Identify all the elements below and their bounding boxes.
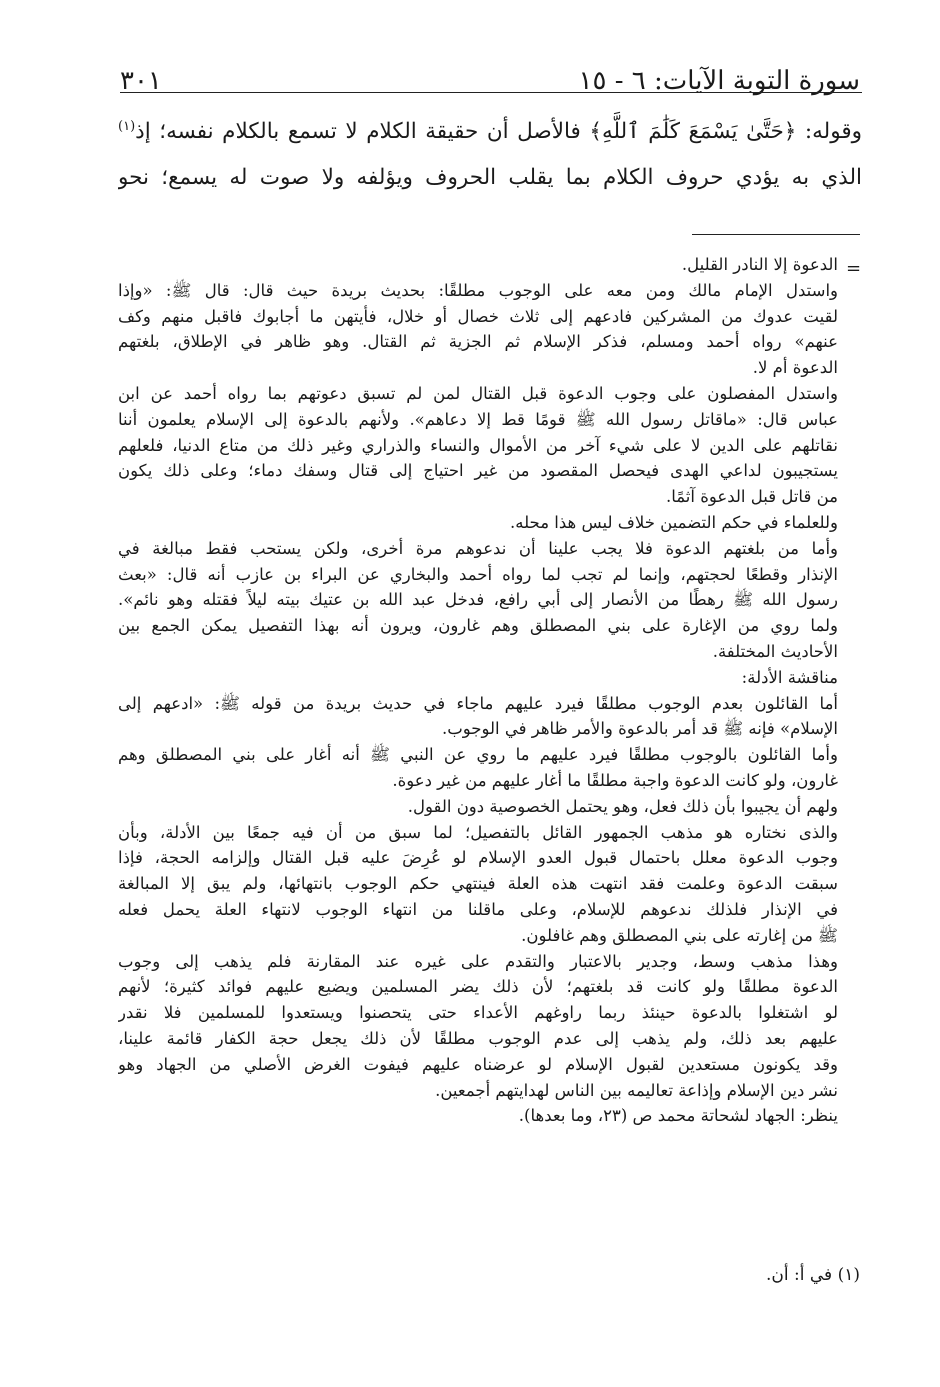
footnote-line: وهذا مذهب وسط، وجدير بالاعتبار والتقدم على غيره عند المقارنة فلم يذهب إلى وجوب [118, 951, 838, 971]
footnote-line: وأما من بلغتهم الدعوة فلا يجب علينا أن ندعوهم مرة أخرى، ولكن يستحب فقط مبالغة في [118, 538, 838, 558]
footnote-line: أما القائلون بعدم الوجوب مطلقًا فيرد عليهم ماجاء في حديث بريدة من قوله ﷺ: «ادعهم إلى [118, 693, 838, 713]
footnote-block [118, 252, 838, 1129]
footnote-line: الأحاديث المختلفة. [712, 641, 838, 661]
page-header [120, 48, 860, 94]
endnote: (١) في أ: أن. [766, 1265, 860, 1285]
footnote-separator [692, 234, 860, 235]
footnote-line: واستدل الإمام مالك ومن معه على الوجوب مطلقًا: بحديث بريدة حيث قال: قال ﷺ: «وإذا [118, 280, 838, 300]
running-title: سورة التوبة الآيات: ٦ - ١٥ [578, 66, 860, 96]
footnote-line: يستجيبون لداعي الهدى فيحصل المقصود من غير احتياج إلى قتال وسفك دماء؛ وعلى ذلك يكون [118, 461, 838, 481]
footnote-line: وجوب الدعوة معلل باحتمال قبول العدو الإسلام لو عُرِضَ عليه قبل القتال وإلزامه الحجة، فإذا [118, 848, 838, 868]
footnote-line: رسول الله ﷺ رهطًا من الأنصار إلى أبي رافع، فدخل عبد الله بن عتيك بيته ليلاً فقتله وهو نائم». [118, 590, 838, 610]
footnote-line: عباس قال: «ماقاتل رسول الله ﷺ قومًا قط إلا دعاهم». ولأنهم بالدعوة إلى الإسلام يعلمون أننا [118, 409, 838, 429]
footnote-line: نشر دين الإسلام وإذاعة تعاليمه بين الناس لهدايتهم أجمعين. [435, 1080, 838, 1100]
footnote-line: ﷺ من إغارته على بني المصطلق وهم غافلون. [521, 925, 838, 945]
footnote-line: ينظر: الجهاد لشحاتة محمد ص (٢٣، وما بعدها). [518, 1106, 838, 1126]
footnote-line: لو اشتغلوا بالدعوة حينئذ ربما راوغهم الأعداء حتى يتحصنوا ويستعدوا للمسلمين فلا نقدر [118, 1003, 838, 1023]
footnote-line: الدعوة إلا النادر القليل. [681, 255, 838, 274]
footnote-line: والذى نختاره هو مذهب الجمهور القائل بالتفصيل؛ لما سبق من أن فيه جمعًا بين الأدلة، وبأن [118, 822, 838, 842]
footnote-line: وقد يكونون مستعدين لقبول الإسلام لو عرضناه عليهم فيفوت الغرض الأصلي من الجهاد وهو [118, 1054, 838, 1074]
footnote-line: عنهم» رواه أحمد ومسلم، فذكر الإسلام ثم الجزية ثم القتال. وهو ظاهر في الإطلاق، بلغتهم [118, 332, 838, 352]
footnote-line: عليهم بعد ذلك، ولم يذهب إلى عدم الوجوب مطلقًا لأن ذلك يجعل حجة الكفار قائمة علينا، [118, 1028, 838, 1048]
main-text-line [118, 104, 862, 155]
footnote-line: ولهم أن يجيبوا بأن ذلك فعل، وهو يحتمل الخصوصية دون القول. [407, 796, 838, 816]
footnote-line: غارون، ولو كانت الدعوة واجبة مطلقًا ما أغار عليهم من غير دعوة. [392, 770, 838, 790]
footnote-line: من قاتل قبل الدعوة آثمًا. [665, 487, 838, 507]
footnote-line: نقاتلهم على الدين لا على شيء آخر من الأموال والنساء والذراري وغير ذلك من متاع الدنيا، فلعلهم [118, 435, 838, 455]
continuation-mark: = [846, 258, 862, 279]
footnote-line: وللعلماء في حكم التضمين خلاف ليس هذا محله. [509, 512, 838, 532]
footnote-line: مناقشة الأدلة: [741, 667, 838, 687]
footnote-reference: (١) [118, 119, 136, 134]
page-number: ٣٠١ [120, 66, 162, 96]
main-text [118, 104, 862, 201]
main-text-line-content: وقوله: ﴿حَتَّىٰ يَسْمَعَ كَلَٰمَ ٱللَّهِ﴾ فالأصل أن حقيقة الكلام لا تسمع بالكلام نفسه؛ إذ [135, 119, 862, 145]
footnote-line: الدعوة مطلقًا ولو كانت قد بلغتهم؛ لأن ذلك يضر المسلمين ويضيع عليهم فوائد كثيرة؛ لأنهم [118, 977, 838, 997]
main-text-line: الذي به يؤدي حروف الكلام بما يقلب الحروف ويؤلفه ولا صوت له يسمع؛ نحو [118, 165, 862, 191]
footnote-line: الدعوة أم لا. [752, 358, 838, 378]
footnote-line: ولما روي من الإغارة على بني المصطلق وهم غارون، ويرون أنه بهذا التفصيل يمكن الجمع بين [118, 616, 838, 636]
footnote-line: الإسلام» فإنه ﷺ قد أمر بالدعوة والأمر ظاهر في الوجوب. [441, 719, 838, 739]
footnote-line: الإنذار وقطعًا لحجتهم، وإنما لم تجب لما رواه أحمد والبخاري عن البراء بن عازب أنه قال: «بعث [118, 564, 838, 584]
footnote-line: لقيت عدوك من المشركين فادعهم إلى ثلاث خصال أو خلال، فأيتهن ما أجابوك فاقبل منهم وكف [118, 306, 838, 326]
footnote-line: واستدل المفصلون على وجوب الدعوة قبل القتال لمن لم تسبق دعوتهم بما رواه أحمد عن ابن [118, 383, 838, 403]
footnote-line: في الإنذار فلذلك ندعوهم للإسلام، وعلى ماقلنا من انتهاء الوجوب لانتهاء العلة يحمل فعله [118, 899, 838, 919]
footnote-line: سبقت الدعوة وعلمت فقد انتهت هذه العلة فينتهي حكم الوجوب بانتهائها، ولم يبق إلا المبالغة [118, 874, 838, 894]
header-rule [120, 92, 862, 93]
footnote-line: وأما القائلون بالوجوب مطلقًا فيرد عليهم ما روي عن النبي ﷺ أنه أغار على بني المصطلق وهم [118, 745, 838, 765]
